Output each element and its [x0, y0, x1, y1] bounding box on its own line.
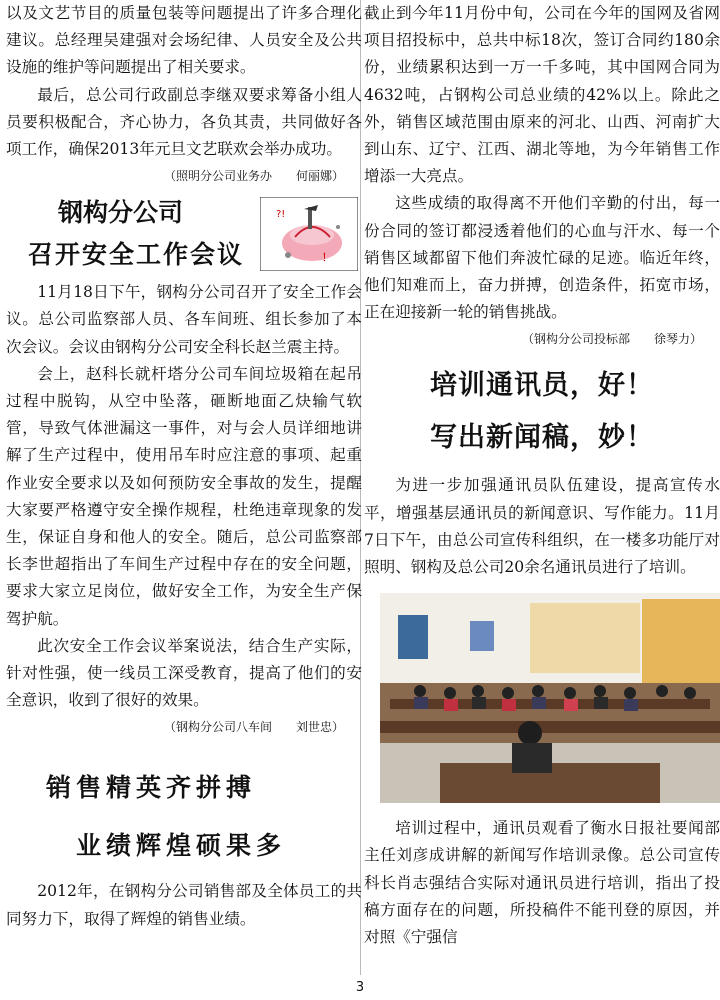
- party-article-byline: （照明分公司业务办 何丽娜）: [163, 169, 344, 184]
- steel-article-paragraph-2: 会上，赵科长就杆塔分公司车间垃圾箱在起吊过程中脱钩，从空中坠落，砸断地面乙炔输气软管，导致气体泄漏这一事件，对与会人员详细地讲解了生产过程中，使用吊车时应注意的事项、起重作业安全要求以及如何预防安全事故的发生，提醒大家要严格遵守安全操作规程，杜绝违章现象的发生，保证自身和他人的安全。随后，总公司监察部长李世超指出了车间生产过程中存在的安全问题，要求大家立足岗位，做好安全工作，为安全生产保驾护航。: [6, 364, 362, 628]
- sales-article-paragraph-3: 这些成绩的取得离不开他们辛勤的付出，每一份合同的签订都浸透着他们的心血与汗水、每一个销售区域都留下他们奔波忙碌的足迹。临近年终，他们知难而上，奋力拼搏，创造条件，拓宽市场，正在迎接新一轮的销售挑战。: [364, 194, 720, 322]
- sales-headline-line1: 销售精英齐拼搏: [46, 773, 257, 803]
- party-article-closing: 最后，总公司行政副总李继双要求筹备小组人员要积极配合，齐心协力，各负其责，共同做好各项工作，确保2013年元旦文艺联欢会举办成功。: [6, 85, 362, 159]
- steel-headline-block: [6, 193, 362, 279]
- party-article-paragraph: 以及文艺节目的质量包装等问题提出了许多合理化建议。总经理吴建强对会场纪律、人员安全及公共设施的维护等问题提出了相关要求。: [6, 4, 362, 77]
- sales-article-paragraph-1: 2012年，在钢构分公司销售部及全体员工的共同努力下，取得了辉煌的销售业绩。: [6, 882, 362, 928]
- sales-article-paragraph-2: 截止到今年11月份中旬，公司在今年的国网及省网项目招投标中，总共中标18次，签订合同约180余份，业绩累积达到一万一千多吨，其中国网合同为4632吨，占钢构公司总业绩的42%以上。除此之外，销售区域范围由原来的河北、山西、河南扩大到山东、辽宁、江西、湖北等地，为今年销售工作增添一大亮点。: [364, 4, 720, 186]
- training-session-photo: [380, 593, 720, 803]
- training-article-paragraph-2: 培训过程中，通讯员观看了衡水日报社要闻部主任刘彦成讲解的新闻写作培训录像。总公司宣传科长肖志强结合实际对通讯员进行培训，指出了投稿方面存在的问题，所投稿件不能刊登的原因，并对照《宁强信: [364, 819, 720, 947]
- training-headline-line1: 培训通讯员，好！: [430, 370, 654, 402]
- right-column: [364, 0, 720, 951]
- steel-headline-line2: 召开安全工作会议: [28, 240, 245, 270]
- steel-headline-line1: 钢构分公司: [58, 198, 184, 228]
- training-article-paragraph-1: 为进一步加强通讯员队伍建设，提高宣传水平，增强基层通讯员的新闻意识、写作能力。11月7日下午，由总公司宣传科组织，在一楼多功能厅对照明、钢构及总公司20余名通讯员进行了培训。: [364, 476, 720, 577]
- page-number: 3: [355, 980, 365, 995]
- svg-text:！: ！: [322, 253, 332, 265]
- sales-article-byline: （钢构分公司投标部 徐琴力）: [521, 332, 702, 347]
- left-column: [6, 0, 362, 933]
- sales-headline-line2: 业绩辉煌硕果多: [76, 831, 287, 861]
- training-headline-line2: 写出新闻稿，妙！: [430, 422, 654, 454]
- steel-article-byline: （钢构分公司八车间 刘世忠）: [163, 720, 344, 735]
- safety-cartoon-image: [260, 197, 358, 271]
- steel-article-paragraph-1: 11月18日下午，钢构分公司召开了安全工作会议。总公司监察部人员、各车间班、组长参加了本次会议。会议由钢构分公司安全科长赵兰震主持。: [6, 283, 362, 356]
- svg-text:?!: ?!: [276, 209, 286, 221]
- steel-article-paragraph-3: 此次安全工作会议举案说法，结合生产实际，针对性强，使一线员工深受教育，提高了他们的安全意识，收到了很好的效果。: [6, 636, 362, 710]
